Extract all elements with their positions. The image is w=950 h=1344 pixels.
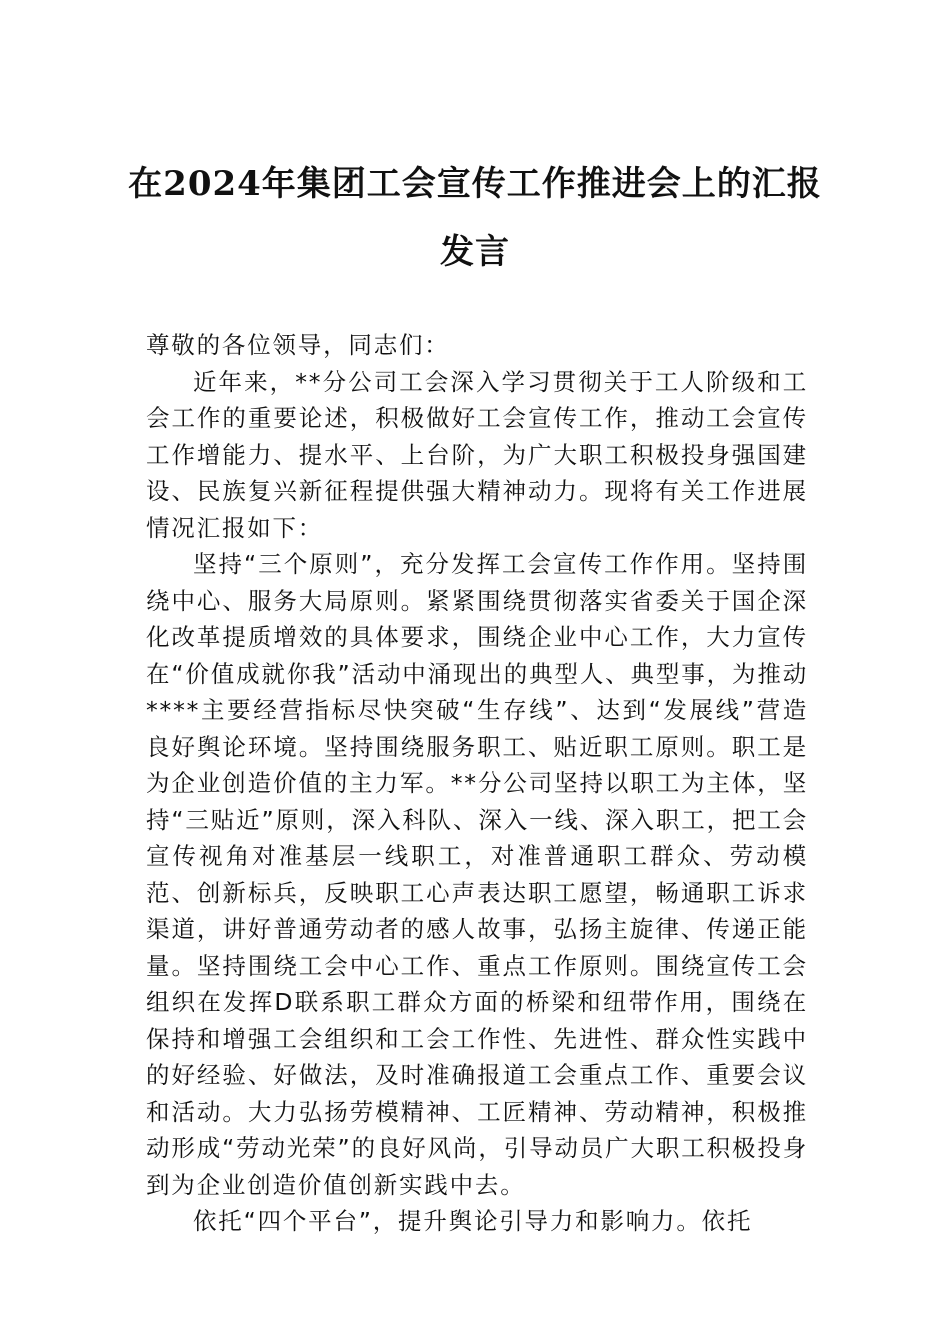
document-body (146, 327, 808, 1240)
paragraph-intro: 近年来，**分公司工会深入学习贯彻关于工人阶级和工会工作的重要论述，积极做好工会宣传工作，推动工会宣传工作增能力、提水平、上台阶，为广大职工积极投身强国建设、民族复兴新征程提供强大精神动力。现将有关工作进展情况汇报如下： (146, 367, 808, 542)
salutation: 尊敬的各位领导，同志们： (146, 331, 450, 359)
paragraph-four-platforms: 依托“四个平台”，提升舆论引导力和影响力。依托 (193, 1207, 753, 1235)
paragraph-three-principles: 坚持“三个原则”，充分发挥工会宣传工作作用。坚持围绕中心、服务大局原则。紧紧围绕贯彻落实省委关于国企深化改革提质增效的具体要求，围绕企业中心工作，大力宣传在“价值成就你我”活动中涌现出的典型人、典型事，为推动****主要经营指标尽快突破“生存线”、达到“发展线”营造良好舆论环境。坚持围绕服务职工、贴近职工原则。职工是为企业创造价值的主力军。**分公司坚持以职工为主体，坚持“三贴近”原则，深入科队、深入一线、深入职工，把工会宣传视角对准基层一线职工，对准普通职工群众、劳动模范、创新标兵，反映职工心声表达职工愿望，畅通职工诉求渠道，讲好普通劳动者的感人故事，弘扬主旋律、传递正能量。坚持围绕工会中心工作、重点工作原则。围绕宣传工会组织在发挥D联系职工群众方面的桥梁和纽带作用，围绕在保持和增强工会组织和工会工作性、先进性、群众性实践中的好经验、好做法，及时准确报道工会重点工作、重要会议和活动。大力弘扬劳模精神、工匠精神、劳动精神，积极推动形成“劳动光荣”的良好风尚，引导动员广大职工积极投身到为企业创造价值创新实践中去。 (146, 550, 808, 1199)
document-title: 在2024年集团工会宣传工作推进会上的汇报发言 (128, 164, 822, 272)
